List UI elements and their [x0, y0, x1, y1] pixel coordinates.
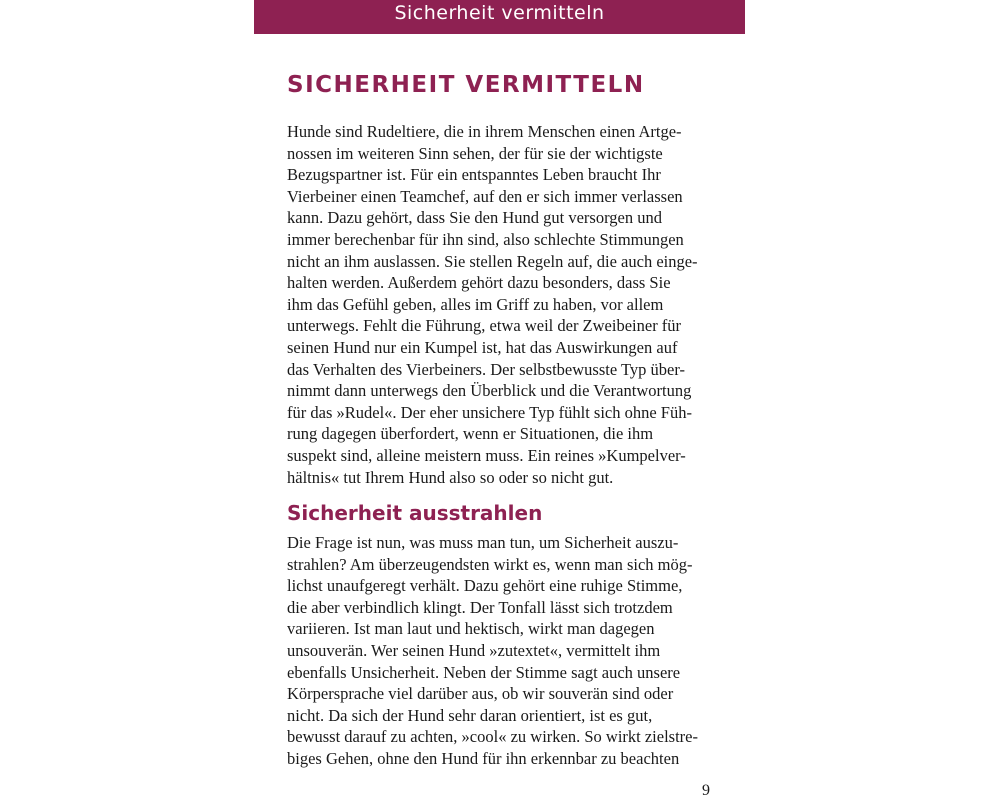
text-line: Vierbeiner einen Teamchef, auf den er sich immer verlassen	[287, 186, 683, 206]
page-title: SICHERHEIT VERMITTELN	[287, 72, 645, 98]
section-paragraph	[287, 532, 698, 770]
running-header	[254, 0, 745, 34]
text-line: die aber verbindlich klingt. Der Tonfall lässt sich trotzdem	[287, 597, 673, 617]
text-line: Die Frage ist nun, was muss man tun, um Sicherheit auszu-	[287, 533, 679, 552]
text-line: rung dagegen überfordert, wenn er Situationen, die ihm	[287, 424, 654, 444]
text-line: das Verhalten des Vierbeiners. Der selbstbewusste Typ über-	[287, 359, 686, 379]
running-header-title: Sicherheit vermitteln	[394, 2, 605, 24]
text-line: biges Gehen, ohne den Hund für ihn erkennbar zu beachten	[287, 748, 680, 768]
text-line: Hunde sind Rudeltiere, die in ihrem Menschen einen Artge-	[287, 122, 682, 141]
text-line: für das »Rudel«. Der eher unsichere Typ fühlt sich ohne Füh-	[287, 402, 692, 422]
text-line: strahlen? Am überzeugendsten wirkt es, wenn man sich mög-	[287, 554, 693, 574]
text-line: bewusst darauf zu achten, »cool« zu wirken. So wirkt zielstre-	[287, 727, 698, 747]
text-line: hältnis« tut Ihrem Hund also so oder so nicht gut.	[287, 467, 614, 487]
text-line: seinen Hund nur ein Kumpel ist, hat das Auswirkungen auf	[287, 337, 678, 357]
text-line: halten werden. Außerdem gehört dazu besonders, dass Sie	[287, 273, 671, 293]
text-line: immer berechenbar für ihn sind, also schlechte Stimmungen	[287, 229, 684, 249]
page-number: 9	[702, 782, 710, 799]
text-line: ihm das Gefühl geben, alles im Griff zu haben, vor allem	[287, 294, 664, 314]
book-page	[254, 0, 746, 800]
text-line: nicht. Da sich der Hund sehr daran orientiert, ist es gut,	[287, 705, 653, 725]
intro-paragraph	[287, 121, 698, 488]
text-line: ebenfalls Unsicherheit. Neben der Stimme sagt auch unsere	[287, 662, 681, 682]
text-line: lichst unaufgeregt verhält. Dazu gehört eine ruhige Stimme,	[287, 576, 683, 596]
text-line: suspekt sind, alleine meistern muss. Ein reines »Kumpelver-	[287, 445, 686, 465]
text-line: unterwegs. Fehlt die Führung, etwa weil der Zweibeiner für	[287, 316, 682, 336]
text-line: nimmt dann unterwegs den Überblick und die Verantwortung	[287, 381, 692, 401]
text-line: Körpersprache viel darüber aus, ob wir souverän sind oder	[287, 684, 674, 704]
section-heading: Sicherheit ausstrahlen	[287, 501, 543, 525]
text-line: variieren. Ist man laut und hektisch, wirkt man dagegen	[287, 619, 655, 639]
text-line: unsouverän. Wer seinen Hund »zutextet«, vermittelt ihm	[287, 640, 661, 660]
text-line: kann. Dazu gehört, dass Sie den Hund gut versorgen und	[287, 208, 662, 228]
text-line: nossen im weiteren Sinn sehen, der für sie der wichtigste	[287, 143, 663, 163]
text-line: Bezugspartner ist. Für ein entspanntes Leben braucht Ihr	[287, 165, 661, 185]
text-line: nicht an ihm auslassen. Sie stellen Regeln auf, die auch einge-	[287, 251, 698, 271]
